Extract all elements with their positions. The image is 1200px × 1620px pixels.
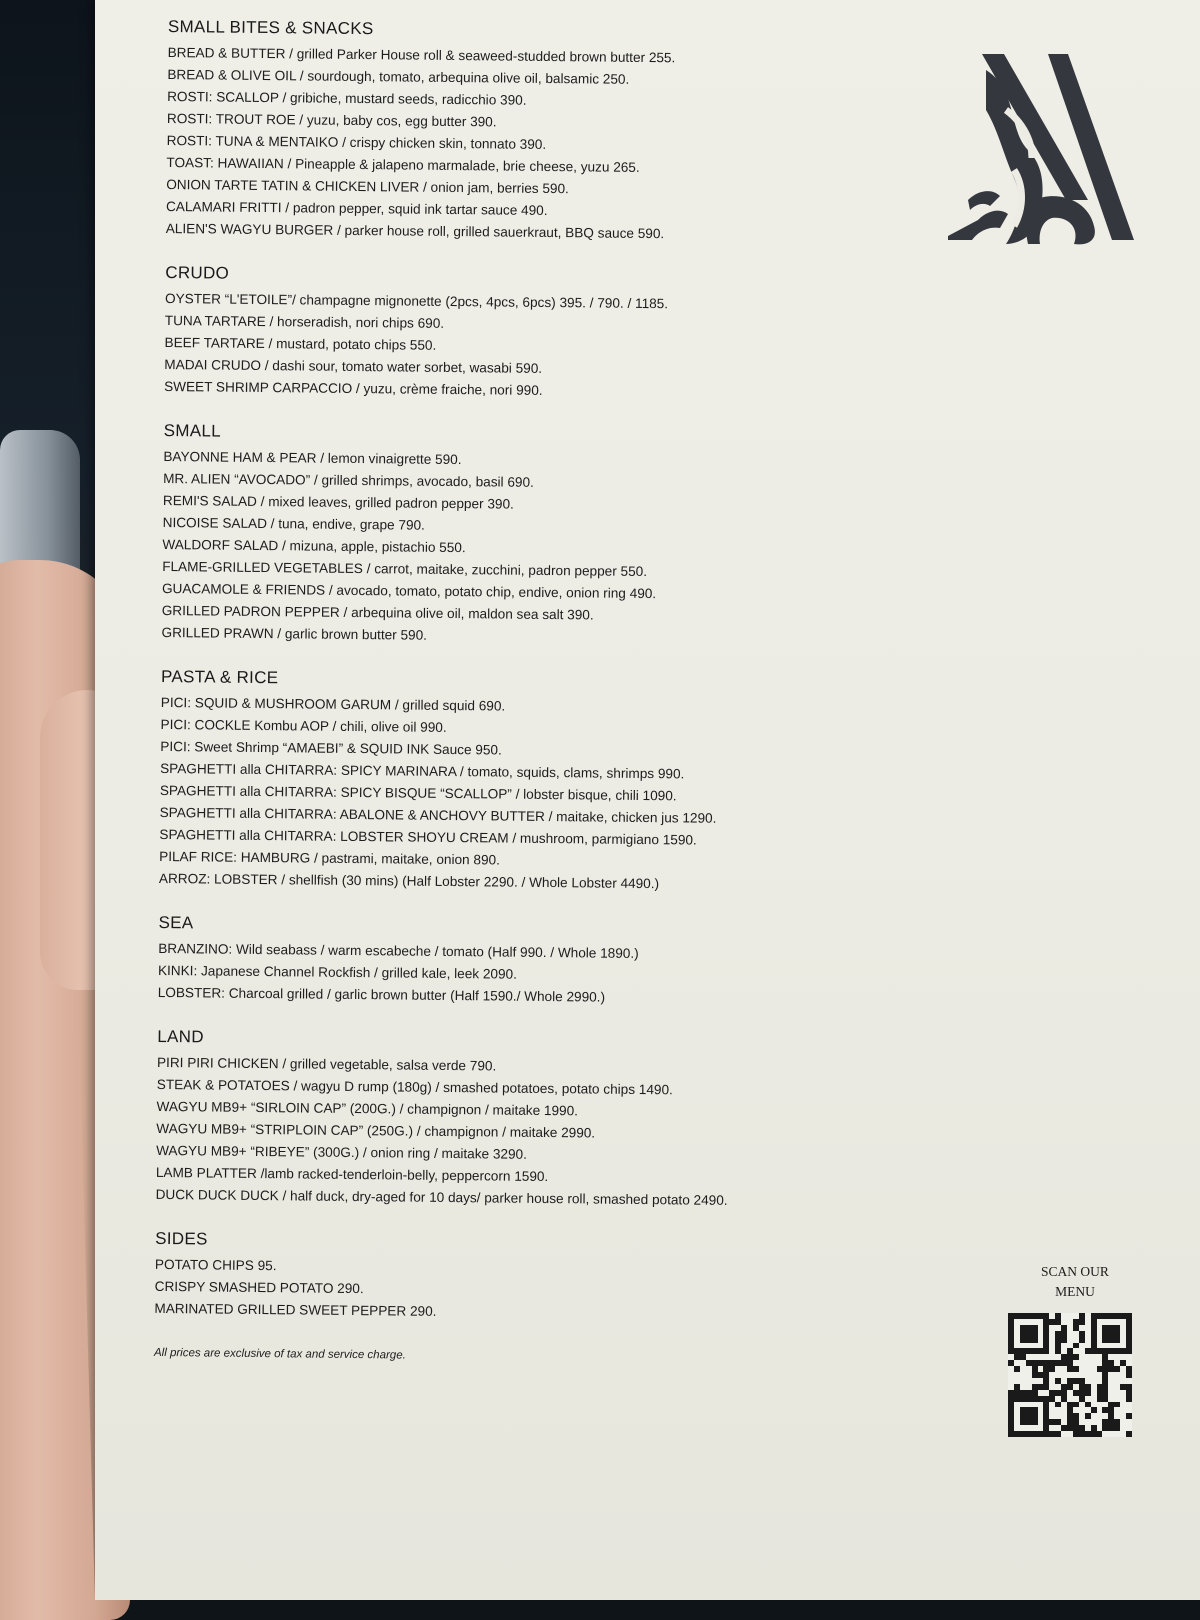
- menu-item: ONION TARTE TATIN & CHICKEN LIVER / onion jam, berries 590.: [166, 176, 569, 197]
- menu-section: [156, 1026, 998, 1215]
- menu-section: [166, 16, 1008, 249]
- section-title: SEA: [158, 912, 194, 933]
- menu-item: ROSTI: TROUT ROE / yuzu, baby cos, egg butter 390.: [166, 110, 497, 130]
- menu-item: SPAGHETTI alla CHITARRA: ABALONE & ANCHOVY BUTTER / maitake, chicken jus 1290.: [159, 804, 717, 826]
- menu-item: MADAI CRUDO / dashi sour, tomato water sorbet, wasabi 590.: [164, 356, 543, 376]
- menu-item: BREAD & OLIVE OIL / sourdough, tomato, arbequina olive oil, balsamic 250.: [167, 66, 630, 87]
- section-title: CRUDO: [165, 262, 230, 283]
- section-title: SIDES: [155, 1228, 208, 1249]
- menu-item: MARINATED GRILLED SWEET PEPPER 290.: [154, 1300, 437, 1319]
- menu-item: GRILLED PADRON PEPPER / arbequina olive oil, maldon sea salt 390.: [161, 602, 594, 623]
- menu-item: MR. ALIEN “AVOCADO” / grilled shrimps, avocado, basil 690.: [163, 470, 534, 490]
- menu-item: PICI: SQUID & MUSHROOM GARUM / grilled squid 690.: [160, 694, 506, 714]
- menu-item: PICI: COCKLE Kombu AOP / chili, olive oil 990.: [160, 716, 447, 735]
- menu-item: WAGYU MB9+ “RIBEYE” (300G.) / onion ring / maitake 3290.: [156, 1142, 528, 1162]
- menu-item: ALIEN'S WAGYU BURGER / parker house roll, grilled sauerkraut, BBQ sauce 590.: [165, 220, 665, 242]
- menu-section: [164, 262, 1005, 407]
- scan-label-line2: MENU: [1055, 1284, 1095, 1299]
- section-title: PASTA & RICE: [160, 666, 279, 688]
- price-footnote: All prices are exclusive of tax and service charge.: [153, 1346, 406, 1362]
- menu-section: [158, 912, 999, 1013]
- menu-item: ROSTI: SCALLOP / gribiche, mustard seeds, radicchio 390.: [167, 88, 527, 108]
- section-title: LAND: [157, 1026, 204, 1047]
- menu-section: [159, 666, 1001, 899]
- stylized-letter-a-logo-icon: [948, 50, 1134, 250]
- menu-item: WAGYU MB9+ “STRIPLOIN CAP” (250G.) / champignon / maitake 2990.: [156, 1120, 596, 1141]
- menu-item: CRISPY SMASHED POTATO 290.: [154, 1278, 364, 1297]
- menu-item: NICOISE SALAD / tuna, endive, grape 790.: [162, 514, 425, 533]
- qr-code-icon[interactable]: [1008, 1313, 1132, 1437]
- menu-item: REMI'S SALAD / mixed leaves, grilled padron pepper 390.: [162, 492, 514, 512]
- menu-item: GRILLED PRAWN / garlic brown butter 590.: [161, 624, 428, 643]
- menu-item: SPAGHETTI alla CHITARRA: SPICY BISQUE “SCALLOP” / lobster bisque, chili 1090.: [159, 782, 677, 804]
- menu-item: PICI: Sweet Shrimp “AMAEBI” & SQUID INK Sauce 950.: [160, 738, 502, 758]
- menu-list: [154, 16, 1008, 1373]
- menu-item: LOBSTER: Charcoal grilled / garlic brown butter (Half 1590./ Whole 2990.): [157, 984, 606, 1005]
- scan-menu-label: [1015, 1262, 1135, 1302]
- menu-item: BEEF TARTARE / mustard, potato chips 550.: [164, 334, 437, 353]
- section-title: SMALL BITES & SNACKS: [167, 16, 374, 39]
- menu-item: BRANZINO: Wild seabass / warm escabeche / tomato (Half 990. / Whole 1890.): [158, 940, 639, 961]
- menu-item: BAYONNE HAM & PEAR / lemon vinaigrette 590.: [163, 448, 462, 468]
- menu-item: TOAST: HAWAIIAN / Pineapple & jalapeno marmalade, brie cheese, yuzu 265.: [166, 154, 640, 175]
- menu-item: POTATO CHIPS 95.: [154, 1256, 277, 1274]
- menu-item: ROSTI: TUNA & MENTAIKO / crispy chicken skin, tonnato 390.: [166, 132, 547, 152]
- menu-item: GUACAMOLE & FRIENDS / avocado, tomato, potato chip, endive, onion ring 490.: [161, 580, 657, 602]
- section-title: SMALL: [163, 420, 222, 441]
- menu-item: PIRI PIRI CHICKEN / grilled vegetable, salsa verde 790.: [156, 1054, 497, 1074]
- menu-item: SPAGHETTI alla CHITARRA: LOBSTER SHOYU CREAM / mushroom, parmigiano 1590.: [159, 826, 697, 848]
- menu-section: [154, 1228, 995, 1329]
- menu-item: KINKI: Japanese Channel Rockfish / grilled kale, leek 2090.: [157, 962, 518, 982]
- menu-item: STEAK & POTATOES / wagyu D rump (180g) / smashed potatoes, potato chips 1490.: [156, 1076, 673, 1098]
- menu-item: WAGYU MB9+ “SIRLOIN CAP” (200G.) / champignon / maitake 1990.: [156, 1098, 579, 1119]
- menu-item: PILAF RICE: HAMBURG / pastrami, maitake, onion 890.: [159, 848, 500, 868]
- menu-item: DUCK DUCK DUCK / half duck, dry-aged for 10 days/ parker house roll, smashed potato 2490.: [155, 1186, 728, 1208]
- menu-item: CALAMARI FRITTI / padron pepper, squid ink tartar sauce 490.: [165, 198, 548, 218]
- menu-item: OYSTER “L'ETOILE”/ champagne mignonette (2pcs, 4pcs, 6pcs) 395. / 790. / 1185.: [164, 290, 669, 312]
- menu-item: WALDORF SALAD / mizuna, apple, pistachio 550.: [162, 536, 466, 556]
- menu-item: LAMB PLATTER /lamb racked-tenderloin-belly, peppercorn 1590.: [155, 1164, 549, 1185]
- menu-item: SPAGHETTI alla CHITARRA: SPICY MARINARA / tomato, squids, clams, shrimps 990.: [160, 760, 685, 782]
- menu-item: TUNA TARTARE / horseradish, nori chips 690.: [164, 312, 445, 331]
- menu-item: FLAME-GRILLED VEGETABLES / carrot, maitake, zucchini, padron pepper 550.: [162, 558, 648, 580]
- menu-item: BREAD & BUTTER / grilled Parker House roll & seaweed-studded brown butter 255.: [167, 44, 676, 66]
- menu-section: [161, 420, 1003, 653]
- scan-label-line1: SCAN OUR: [1041, 1264, 1109, 1279]
- menu-item: SWEET SHRIMP CARPACCIO / yuzu, crème fraiche, nori 990.: [164, 378, 543, 398]
- menu-item: ARROZ: LOBSTER / shellfish (30 mins) (Half Lobster 2290. / Whole Lobster 4490.): [158, 870, 660, 892]
